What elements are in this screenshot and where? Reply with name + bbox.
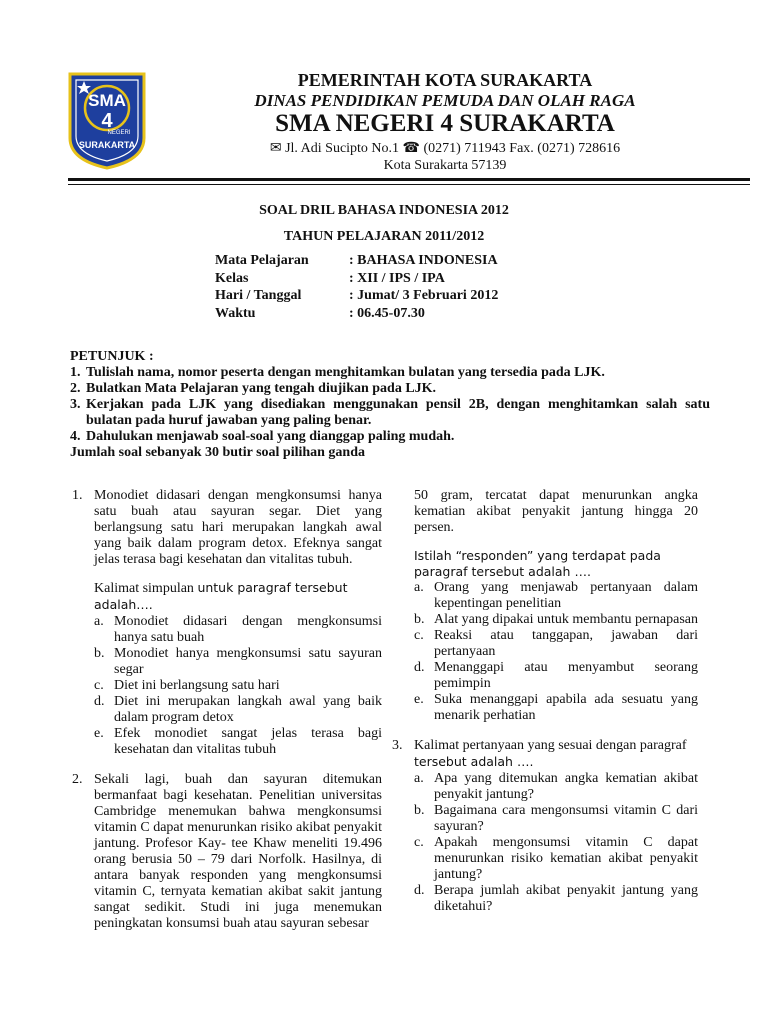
- answer-option: d. Berapa jumlah akibat penyakit jantung yang diketahui?: [414, 883, 698, 914]
- answer-option: a. Monodiet didasari dengan mengkonsumsi hanya satu buah: [94, 614, 382, 645]
- logo-city-text: SURAKARTA: [78, 140, 136, 150]
- question-1: 1. Monodiet didasari dengan mengkonsumsi hanya satu buah atau sayuran segar. Diet yang berlangsung satu hari merupakan langkah awal yang baik dalam program detox. Efeknya sangat jelas terasa bagi kesehatan dan vitalitas tubuh. Kalimat simpulan untuk paragraf tersebut adalah…. a. Monodiet didasari dengan mengkonsumsi hanya satu buah b. Monodiet hanya mengkonsumsi satu sayuran segar c. Diet ini berlangsung satu hari d. Diet ini merupakan langkah awal yang baik dalam program detox e. Efek monodiet sangat jelas terasa bagi kesehatan dan vitalitas tubuh: [72, 488, 382, 757]
- question-2-passage: Sekali lagi, buah dan sayuran ditemukan bermanfaat bagi kesehatan. Penelitian universitas Cambridge menemukan bahwa mengkonsumsi vitamin C dapat menurunkan risiko akibat penyakit jantung. Profesor Kay- tee Khaw meneliti 19.496 orang berusia 50 – 79 dari Norfolk. Hasilnya, di antara banyak responden yang mengkonsumsi vitamin C, ternyata kematian akibat sakit jantung sangat sedikit. Studi ini juga menemukan peningkatan konsumsi buah atau sayuran sebesar: [94, 772, 382, 931]
- letterhead-rule-thick: [68, 178, 750, 181]
- meta-row-date: Hari / Tanggal : Jumat/ 3 Februari 2012: [215, 288, 499, 303]
- question-3: 3. Kalimat pertanyaan yang sesuai dengan paragraf tersebut adalah …. a. Apa yang ditemukan angka kematian akibat penyakit jantung? b. Bagaimana cara mengonsumsi vitamin C dari sayuran? c. Apakah mengonsumsi vitamin C dapat menurunkan risiko kematian akibat penyakit jantung? d. Berapa jumlah akibat penyakit jantung yang diketahui?: [392, 738, 698, 914]
- answer-option: a. Orang yang menjawab pertanyaan dalam kepentingan penelitian: [414, 580, 698, 611]
- instruction-item: 3. Kerjakan pada LJK yang disediakan menggunakan pensil 2B, dengan menghitamkan salah satu bulatan pada huruf jawaban yang paling benar.: [70, 397, 710, 428]
- answer-option: b. Monodiet hanya mengkonsumsi satu sayuran segar: [94, 646, 382, 677]
- instructions: [70, 349, 710, 461]
- school-name: SMA NEGERI 4 SURAKARTA: [275, 110, 615, 137]
- answer-option: c. Apakah mengonsumsi vitamin C dapat menurunkan risiko kematian akibat penyakit jantung?: [414, 835, 698, 882]
- question-2-stem: Istilah “responden” yang terdapat pada paragraf tersebut adalah ….: [414, 548, 661, 579]
- meta-row-time: Waktu : 06.45-07.30: [215, 305, 425, 321]
- answer-option: c. Diet ini berlangsung satu hari: [94, 678, 280, 693]
- government-line: PEMERINTAH KOTA SURAKARTA: [297, 70, 593, 90]
- academic-year: TAHUN PELAJARAN 2011/2012: [283, 229, 485, 244]
- instruction-item: 2. Bulatkan Mata Pelajaran yang tengah diujikan pada LJK.: [70, 381, 437, 396]
- instruction-item: 1. Tulislah nama, nomor peserta dengan menghitamkan bulatan yang tersedia pada LJK.: [70, 365, 605, 380]
- logo-negeri-text: NEGERI: [107, 130, 131, 136]
- logo-number-text: 4: [101, 110, 113, 132]
- question-2: 2. Sekali lagi, buah dan sayuran ditemukan bermanfaat bagi kesehatan. Penelitian universitas Cambridge menemukan bahwa mengkonsumsi vitamin C dapat menurunkan risiko akibat penyakit jantung. Profesor Kay- tee Khaw meneliti 19.496 orang berusia 50 – 79 dari Norfolk. Hasilnya, di antara banyak responden yang mengkonsumsi vitamin C, ternyata kematian akibat sakit jantung sangat sedikit. Studi ini juga menemukan peningkatan konsumsi buah atau sayuran sebesar: [72, 772, 382, 931]
- school-address: ✉ Jl. Adi Sucipto No.1 ☎ (0271) 711943 Fax. (0271) 728616: [269, 141, 621, 156]
- logo-sma-text: SMA: [88, 91, 126, 110]
- questions-right-column: [392, 488, 698, 915]
- exam-title: SOAL DRIL BAHASA INDONESIA 2012: [259, 203, 509, 218]
- meta-row-class: Kelas : XII / IPS / IPA: [215, 270, 445, 286]
- answer-option: d. Menanggapi atau menyambut seorang pemimpin: [414, 660, 698, 691]
- questions-left-column: [72, 488, 382, 932]
- question-2-passage-continued: 50 gram, tercatat dapat menurunkan angka kematian akibat penyakit jantung hingga 20 persen.: [414, 488, 698, 535]
- department-line: DINAS PENDIDIKAN PEMUDA DAN OLAH RAGA: [254, 91, 636, 110]
- answer-option: e. Suka menanggapi apabila ada sesuatu yang menarik perhatian: [414, 692, 698, 723]
- school-logo-shield-icon: [68, 72, 146, 170]
- answer-option: b. Bagaimana cara mengonsumsi vitamin C dari sayuran?: [414, 803, 698, 834]
- question-3-stem: Kalimat pertanyaan yang sesuai dengan paragraf tersebut adalah ….: [414, 738, 687, 769]
- question-1-passage: Monodiet didasari dengan mengkonsumsi hanya satu buah atau sayuran segar. Diet yang berlangsung satu hari merupakan langkah awal yang baik dalam program detox. Efeknya sangat jelas terasa bagi kesehatan dan vitalitas tubuh.: [94, 488, 382, 567]
- school-city: Kota Surakarta 57139: [383, 158, 507, 173]
- answer-option: a. Apa yang ditemukan angka kematian akibat penyakit jantung?: [414, 771, 698, 802]
- question-1-stem: Kalimat simpulan untuk paragraf tersebut adalah….: [94, 580, 348, 612]
- answer-option: e. Efek monodiet sangat jelas terasa bagi kesehatan dan vitalitas tubuh: [94, 726, 382, 757]
- instruction-item: 4. Dahulukan menjawab soal-soal yang dianggap paling mudah.: [70, 429, 455, 444]
- answer-option: c. Reaksi atau tanggapan, jawaban dari pertanyaan: [414, 628, 698, 659]
- answer-option: b. Alat yang dipakai untuk membantu pernapasan: [414, 612, 698, 627]
- answer-option: d. Diet ini merupakan langkah awal yang baik dalam program detox: [94, 694, 382, 725]
- instructions-heading: PETUNJUK :: [70, 349, 154, 364]
- exam-meta: [215, 253, 498, 323]
- meta-row-subject: Mata Pelajaran : BAHASA INDONESIA: [215, 253, 498, 268]
- letterhead-rule-thin: [68, 184, 750, 185]
- instructions-footer: Jumlah soal sebanyak 30 butir soal pilihan ganda: [70, 445, 366, 460]
